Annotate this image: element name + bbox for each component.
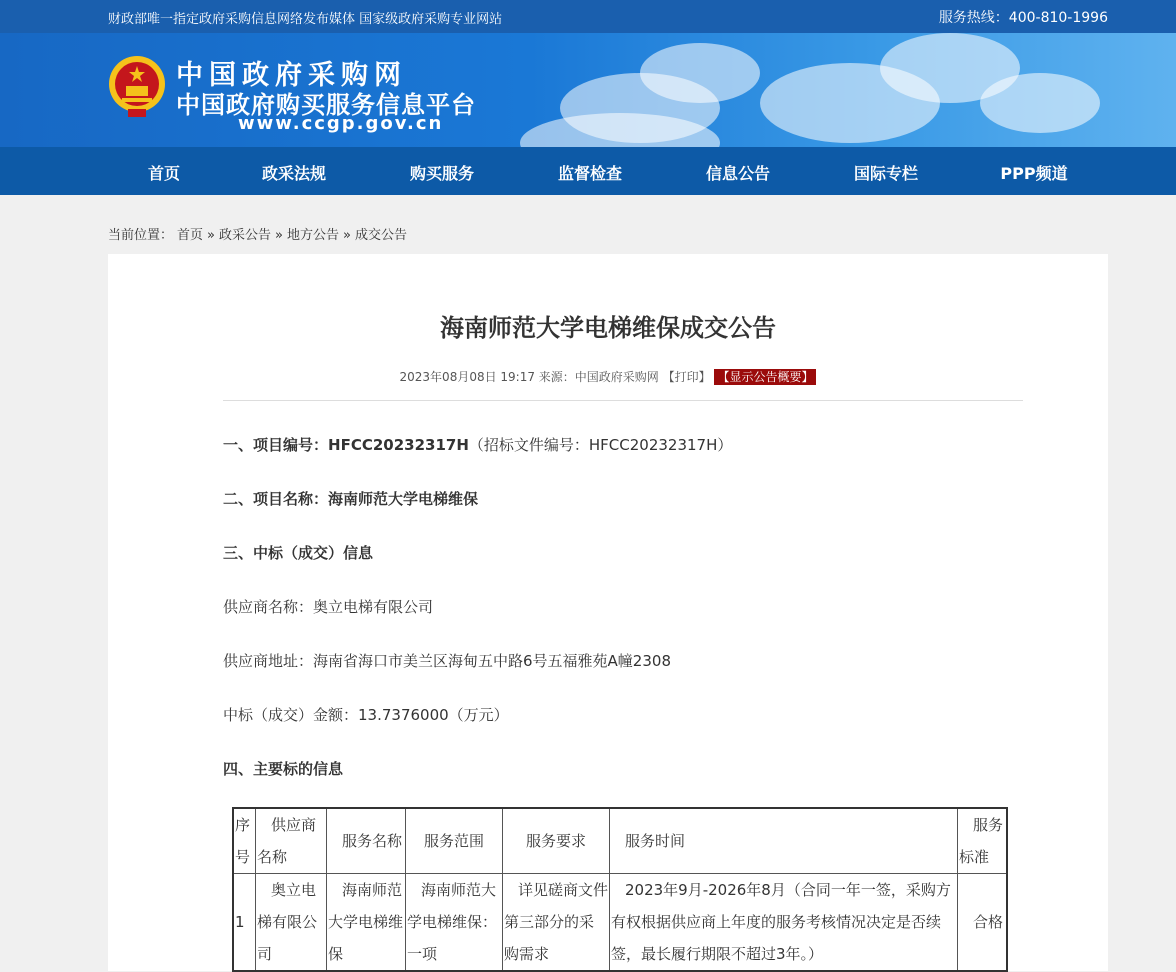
service-hotline: 服务热线：400-810-1996 [938,10,1108,26]
site-logo-url[interactable]: www.ccgp.gov.cn [238,113,444,134]
site-logo-subtitle[interactable]: 中国政府购买服务信息平台 [176,91,476,119]
header-cell: 供应商名称 [256,808,327,874]
table-cell: 2023年9月-2026年8月（合同一年一签，采购方有权根据供应商上年度的服务考核情况决定是否续签，最长履行期限不超过3年。） [610,874,958,972]
nav-ppp[interactable]: PPP频道 [1000,164,1068,183]
breadcrumb-separator: » [207,228,215,243]
article-meta [108,368,1108,385]
header-cell: 服务标准 [958,808,1008,874]
main-items-table [232,807,1008,972]
table-header-row [233,808,1007,874]
breadcrumb [108,224,411,243]
supplier-address: 供应商地址：海南省海口市美兰区海甸五中路6号五福雅苑A幢2308 [223,652,671,670]
table-cell: 奥立电梯有限公司 [256,874,327,972]
table-row [233,874,1007,972]
article-card [108,254,1108,971]
header-cell: 序号 [233,808,256,874]
national-emblem-icon [108,53,166,119]
article-meta-text: 2023年08月08日 19:17 来源：中国政府采购网 【打印】 [399,370,711,384]
site-logo-title[interactable]: 中国政府采购网 [176,60,407,91]
tender-doc-number: （招标文件编号：HFCC20232317H） [468,436,733,454]
breadcrumb-separator: » [275,228,283,243]
section-project-name: 二、项目名称：海南师范大学电梯维保 [223,490,479,508]
header-cell: 服务要求 [503,808,610,874]
header-cell: 服务时间 [610,808,958,874]
table-cell: 1 [233,874,256,972]
nav-purchase-services[interactable]: 购买服务 [409,164,474,183]
section-project-number [223,434,732,455]
nav-supervision[interactable]: 监督检查 [557,164,622,183]
breadcrumb-label: 当前位置： [108,228,174,243]
breadcrumb-local[interactable]: 地方公告 [286,228,339,243]
supplier-name: 供应商名称：奥立电梯有限公司 [223,598,434,616]
top-bar-slogan: 财政部唯一指定政府采购信息网络发布媒体 国家级政府采购专业网站 [108,12,503,27]
show-summary-button[interactable]: 【显示公告概要】 [714,369,816,385]
divider [223,400,1023,401]
breadcrumb-deal[interactable]: 成交公告 [354,228,407,243]
section-main-items: 四、主要标的信息 [223,760,344,778]
table-cell: 海南师范大学电梯维保 [327,874,406,972]
breadcrumb-procurement[interactable]: 政采公告 [219,228,272,243]
nav-announcements[interactable]: 信息公告 [705,164,770,183]
project-number-label: 一、项目编号： [223,436,329,454]
nav-regulations[interactable]: 政采法规 [261,164,326,183]
project-number-value: HFCC20232317H [328,436,469,454]
article-title: 海南师范大学电梯维保成交公告 [440,314,776,342]
section-award-info: 三、中标（成交）信息 [223,544,374,562]
table-cell: 海南师范大学电梯维保：一项 [406,874,503,972]
table-cell: 合格 [958,874,1008,972]
table-cell: 详见磋商文件第三部分的采购需求 [503,874,610,972]
header-cell: 服务名称 [327,808,406,874]
breadcrumb-separator: » [343,228,351,243]
main-nav [0,147,1176,195]
nav-home[interactable]: 首页 [147,164,180,183]
nav-international[interactable]: 国际专栏 [853,164,918,183]
header-cell: 服务范围 [406,808,503,874]
breadcrumb-home[interactable]: 首页 [177,228,204,243]
top-bar [0,0,1176,33]
award-amount: 中标（成交）金额：13.7376000（万元） [223,706,509,724]
header-banner [0,33,1176,147]
